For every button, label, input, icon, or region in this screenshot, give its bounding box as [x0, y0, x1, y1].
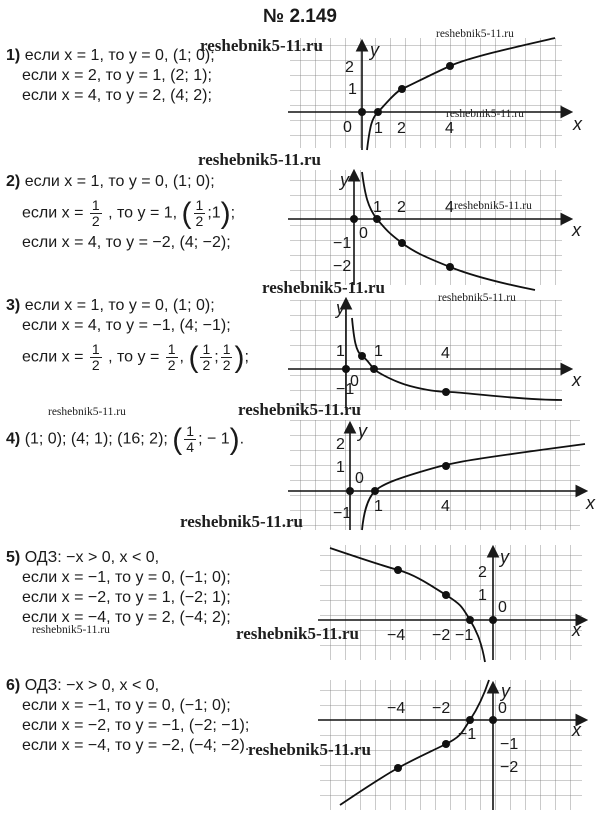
fraction: $\frac{1}{2}$ [91, 197, 100, 229]
problem-line: ОДЗ: −x > 0, x < 0, [24, 677, 160, 694]
problem-line: если x = −4, то y = 2, (−4; 2); [22, 609, 231, 626]
tick-label: 4 [445, 199, 454, 216]
point [466, 616, 474, 624]
problem-line: если x = 1, то y = 0, (1; 0); [24, 297, 215, 314]
tick-label: 1 [478, 587, 487, 604]
watermark: reshebnik5-11.ru [446, 108, 524, 120]
tick-label: 4 [441, 498, 450, 515]
tick-label: −4 [387, 627, 406, 644]
tick-label: 4 [445, 120, 454, 137]
x-label: x [572, 720, 581, 740]
point [394, 566, 402, 574]
point [446, 263, 454, 271]
point [442, 388, 450, 396]
grid [290, 300, 562, 410]
tick-label: 2 [478, 564, 487, 581]
y-label: y [358, 421, 367, 441]
problem-line: если x = 4, то y = 2, (4; 2); [22, 87, 212, 104]
tick-label: 2 [336, 436, 345, 453]
point [373, 215, 381, 223]
point [398, 85, 406, 93]
fraction: $\frac{1}{2}$ [195, 197, 204, 229]
watermark: reshebnik5-11.ru [180, 512, 303, 531]
graph-3 [288, 298, 582, 410]
tick-label: 1 [348, 81, 357, 98]
problem-line: если x = −4, то y = −2, (−4; −2). [22, 737, 250, 754]
x-label: x [572, 370, 581, 390]
graph-4 [288, 420, 596, 530]
watermark: reshebnik5-11.ru [438, 292, 516, 304]
tick-label: −2 [500, 759, 519, 776]
problem-line: если x = −2, то y = 1, (−2; 1); [22, 589, 231, 606]
problem-number: 5) [6, 549, 21, 566]
problem-line: если x = −2, то y = −1, (−2; −1); [22, 717, 250, 734]
problem-3-text: 3) если x = 1, то y = 0, (1; 0); если x = 4, то y = −1, (4; −1); если x = $\frac{1}{2}$ , то y = $\frac{1}{2}$ , ( $\frac{1}{2}$ ; $\frac{1}{2}$ ); [6, 297, 249, 374]
tick-label: −1 [455, 627, 474, 644]
problem-line: если x = 1, то y = 0, (1; 0); [24, 173, 215, 190]
problem-line: если x = 4, то y = −2, (4; −2); [22, 234, 231, 251]
point [374, 108, 382, 116]
tick-label: −1 [458, 726, 477, 743]
problem-line: если x = 1, то y = 0, (1; 0); [24, 47, 215, 64]
tick-label: 2 [397, 120, 406, 137]
point [466, 716, 474, 724]
point [350, 215, 358, 223]
problem-line: , то y = 1, [108, 204, 178, 222]
graph-2 [288, 170, 582, 290]
watermark: reshebnik5-11.ru [454, 200, 532, 212]
tick-label: 0 [359, 225, 368, 242]
problem-line: если x = −1, то y = 0, (−1; 0); [22, 569, 231, 586]
problem-number: 6) [6, 677, 21, 694]
point [442, 591, 450, 599]
tick-label: −2 [432, 627, 451, 644]
tick-label: 0 [498, 700, 507, 717]
tick-label: −4 [387, 700, 406, 717]
tick-label: 1 [374, 343, 383, 360]
problem-2-text: 2) если x = 1, то y = 0, (1; 0); если x = $\frac{1}{2}$ , то y = 1, ( $\frac{1}{2}$ ;1); если x = 4, то y = −2, (4; −2); [6, 173, 236, 251]
tick-label: 2 [345, 59, 354, 76]
y-label: y [500, 547, 509, 567]
tick-label: 2 [397, 199, 406, 216]
watermark: reshebnik5-11.ru [32, 624, 110, 636]
grid [290, 170, 562, 285]
x-label: x [572, 620, 581, 640]
graph-1 [288, 38, 583, 150]
tick-label: −1 [333, 505, 352, 522]
tick-label: −1 [336, 381, 355, 398]
watermark: reshebnik5-11.ru [238, 400, 361, 419]
tick-label: 1 [374, 498, 383, 515]
point [442, 740, 450, 748]
grid [290, 38, 562, 148]
tick-label: 0 [343, 119, 352, 136]
watermark: reshebnik5-11.ru [262, 278, 385, 297]
point [342, 365, 350, 373]
watermark: reshebnik5-11.ru [248, 740, 371, 759]
problem-number: 1) [6, 47, 21, 64]
tick-label: −2 [432, 700, 451, 717]
watermark: reshebnik5-11.ru [198, 150, 321, 169]
tick-label: −1 [500, 736, 519, 753]
tick-label: −2 [333, 258, 352, 275]
tick-label: 1 [336, 343, 345, 360]
watermark: reshebnik5-11.ru [236, 624, 359, 643]
y-label: y [340, 170, 349, 190]
problem-4-text: 4) (1; 0); (4; 1); (16; 2); ( $\frac{1}{4}$ ; − 1). [6, 422, 245, 456]
watermark: reshebnik5-11.ru [200, 36, 323, 55]
tick-label: −1 [333, 235, 352, 252]
problem-line: если x = 2, то y = 1, (2; 1); [22, 67, 212, 84]
point [358, 108, 366, 116]
grid [320, 545, 582, 660]
point [442, 462, 450, 470]
problem-line: если x = 4, то y = −1, (4; −1); [22, 317, 231, 334]
point [346, 487, 354, 495]
tick-label: 1 [336, 459, 345, 476]
point [489, 716, 497, 724]
x-label: x [572, 220, 581, 240]
point [398, 239, 406, 247]
tick-label: 4 [441, 345, 450, 362]
x-label: x [573, 114, 582, 134]
point [489, 616, 497, 624]
tick-label: 1 [374, 120, 383, 137]
problem-number: 4) [6, 430, 21, 448]
tick-label: 0 [355, 470, 364, 487]
point [358, 352, 366, 360]
page-title: № 2.149 [262, 6, 337, 27]
tick-label: 0 [498, 599, 507, 616]
problem-line: если x = −1, то y = 0, (−1; 0); [22, 697, 231, 714]
x-label: x [586, 493, 595, 513]
problem-line: если x = [22, 204, 84, 222]
watermark: reshebnik5-11.ru [436, 28, 514, 40]
watermark: reshebnik5-11.ru [48, 406, 126, 418]
point [371, 487, 379, 495]
y-label: y [501, 681, 510, 701]
tick-label: 0 [350, 373, 359, 390]
y-label: y [336, 298, 345, 318]
problem-number: 3) [6, 297, 21, 314]
tick-label: 1 [373, 199, 382, 216]
problem-number: 2) [6, 173, 21, 190]
point [370, 365, 378, 373]
y-label: y [370, 40, 379, 60]
point [446, 62, 454, 70]
fraction: $\frac{1}{2}$ [91, 341, 100, 373]
point [394, 764, 402, 772]
graph-5 [318, 545, 585, 662]
fraction: $\frac{1}{4}$ [186, 423, 195, 455]
fraction: $\frac{1}{2}$ [167, 341, 176, 373]
problem-line: ОДЗ: −x > 0, x < 0, [24, 549, 160, 566]
problem-line: (1; 0); (4; 1); (16; 2); [24, 430, 168, 448]
